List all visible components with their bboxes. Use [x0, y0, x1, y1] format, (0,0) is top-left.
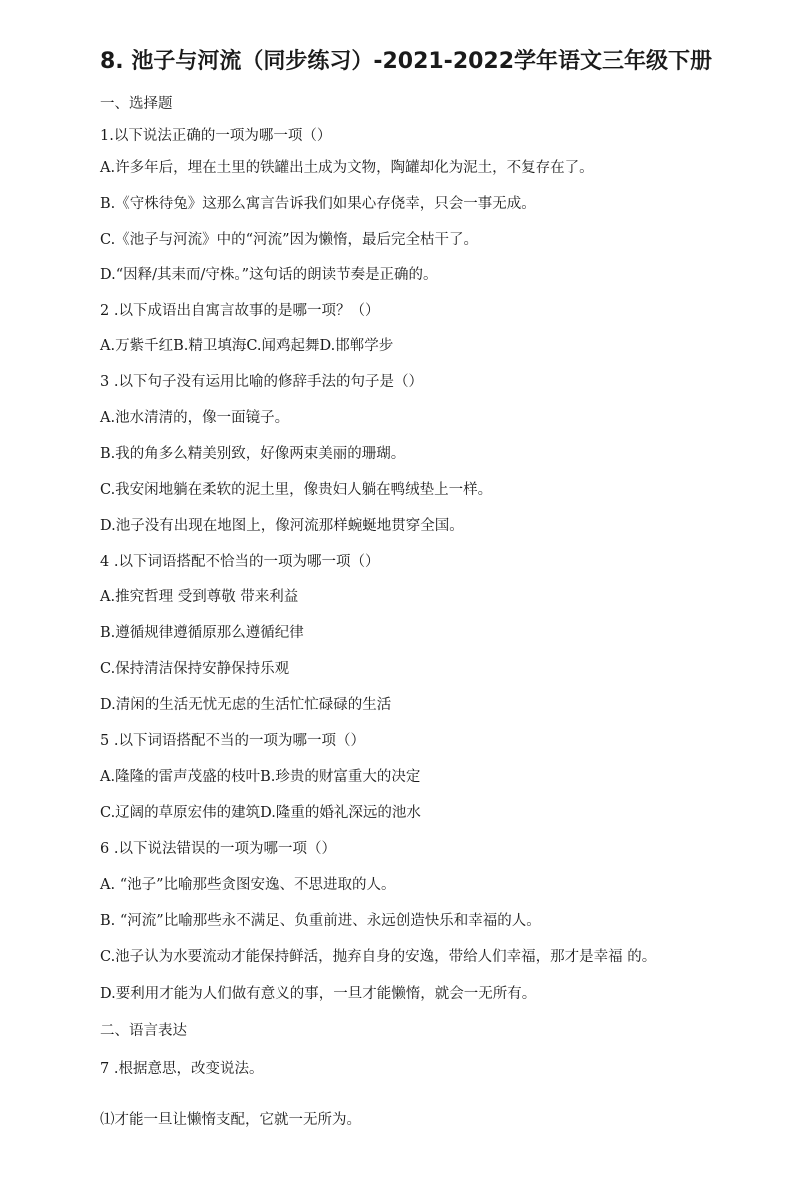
document-title: 8. 池子与河流（同步练习）-2021-2022学年语文三年级下册 — [100, 49, 713, 74]
option-line: A. “池子”比喻那些贪图安逸、不思进取的人。 — [100, 877, 396, 893]
option-line: C.保持清洁保持安静保持乐观 — [100, 661, 290, 677]
question-4: 4 .以下词语搭配不恰当的一项为哪一项（） — [100, 554, 380, 570]
question-2: 2 .以下成语出自寓言故事的是哪一项？（） — [100, 303, 380, 319]
option-line: B.《守株待兔》这那么寓言告诉我们如果心存侥幸，只会一事无成。 — [100, 196, 536, 212]
question-1: 1.以下说法正确的一项为哪一项（） — [100, 128, 332, 144]
section-heading-2: 二、语言表达 — [100, 1023, 187, 1039]
option-line: A.池水清清的，像一面镜子。 — [100, 410, 290, 426]
question-5: 5 .以下词语搭配不当的一项为哪一项（） — [100, 733, 365, 749]
option-line: C.池子认为水要流动才能保持鲜活，抛弃自身的安逸，带给人们幸福，那才是幸福 的。 — [100, 949, 657, 965]
option-line: C.我安闲地躺在柔软的泥土里，像贵妇人躺在鸭绒垫上一样。 — [100, 482, 493, 498]
question-6: 6 .以下说法错误的一项为哪一项（） — [100, 841, 336, 857]
option-line: A.万紫千红B.精卫填海C.闻鸡起舞D.邯郸学步 — [100, 338, 394, 354]
option-line: C.《池子与河流》中的“河流”因为懒惰，最后完全枯干了。 — [100, 232, 479, 248]
option-line: B.遵循规律遵循原那么遵循纪律 — [100, 625, 304, 641]
option-line: B. “河流”比喻那些永不满足、负重前进、永远创造快乐和幸福的人。 — [100, 913, 541, 929]
option-line: D.要利用才能为人们做有意义的事，一旦才能懒惰，就会一无所有。 — [100, 986, 537, 1002]
option-line: D.“因释/其耒而/守株。”这句话的朗读节奏是正确的。 — [100, 267, 438, 283]
section-heading-1: 一、选择题 — [100, 96, 173, 112]
question-3: 3 .以下句子没有运用比喻的修辞手法的句子是（） — [100, 374, 423, 390]
option-line: D.池子没有出现在地图上，像河流那样蜿蜒地贯穿全国。 — [100, 518, 464, 534]
option-line: B.我的角多么精美别致，好像两束美丽的珊瑚。 — [100, 446, 406, 462]
option-line: A.隆隆的雷声茂盛的枝叶B.珍贵的财富重大的决定 — [100, 769, 421, 785]
sub-question-1: ⑴才能一旦让懒惰支配，它就一无所为。 — [100, 1112, 361, 1128]
option-line: C.辽阔的草原宏伟的建筑D.隆重的婚礼深远的池水 — [100, 805, 421, 821]
question-7: 7 .根据意思，改变说法。 — [100, 1061, 264, 1077]
option-line: A.推究哲理 受到尊敬 带来利益 — [100, 589, 299, 605]
option-line: D.清闲的生活无忧无虑的生活忙忙碌碌的生活 — [100, 697, 392, 713]
option-line: A.许多年后，埋在土里的铁罐出土成为文物，陶罐却化为泥土，不复存在了。 — [100, 160, 594, 176]
